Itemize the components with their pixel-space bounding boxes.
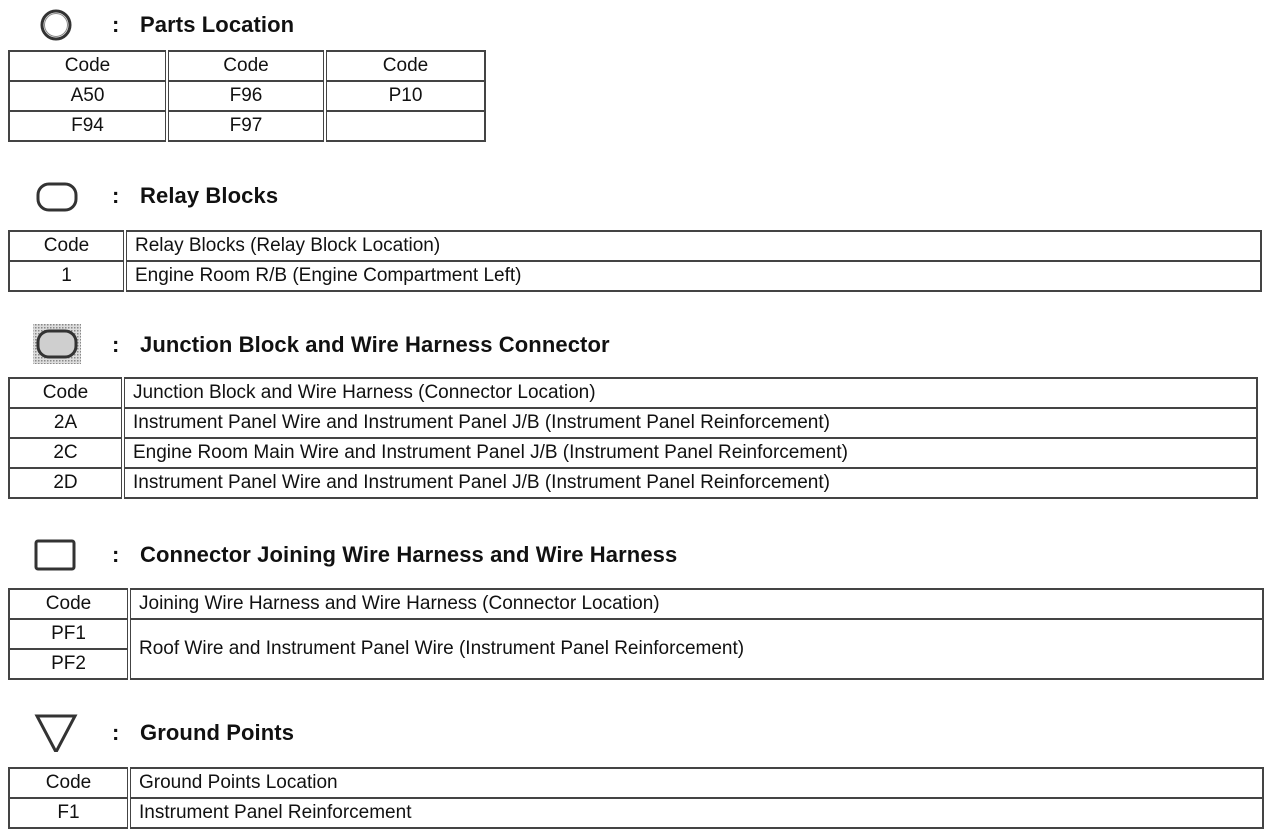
section-title: Junction Block and Wire Harness Connector	[140, 332, 610, 357]
code-cell: F97	[167, 111, 325, 141]
table-header-row	[9, 231, 1261, 261]
separator: :	[112, 183, 120, 208]
connector-joining-table	[8, 588, 1264, 680]
description-cell: Engine Room R/B (Engine Compartment Left)	[125, 261, 1261, 291]
table-row	[9, 798, 1263, 828]
code-cell: A50	[9, 81, 167, 111]
table-header-row	[9, 378, 1257, 408]
junction-block-table	[8, 377, 1258, 499]
section-title: Parts Location	[140, 12, 295, 37]
header-cell: Code	[9, 231, 125, 261]
code-cell: F94	[9, 111, 167, 141]
junction-block-heading	[0, 324, 1280, 364]
header-cell: Code	[167, 51, 325, 81]
table-header-row	[9, 768, 1263, 798]
header-cell: Ground Points Location	[129, 768, 1263, 798]
parts-location-table	[8, 50, 486, 142]
code-cell: PF2	[9, 649, 129, 679]
code-cell: F96	[167, 81, 325, 111]
separator: :	[112, 720, 120, 745]
code-cell: 2A	[9, 408, 123, 438]
code-cell: F1	[9, 798, 129, 828]
table-header-row	[9, 51, 485, 81]
code-cell: PF1	[9, 619, 129, 649]
header-cell: Code	[9, 378, 123, 408]
relay-blocks-table	[8, 230, 1262, 292]
description-cell: Instrument Panel Wire and Instrument Panel J/B (Instrument Panel Reinforcement)	[123, 408, 1257, 438]
circle-icon	[32, 6, 82, 46]
ground-points-heading	[0, 712, 1280, 752]
rounded-rectangle-icon	[32, 177, 82, 217]
table-row	[9, 619, 1263, 649]
header-cell: Relay Blocks (Relay Block Location)	[125, 231, 1261, 261]
code-cell: 2C	[9, 438, 123, 468]
section-title: Connector Joining Wire Harness and Wire Harness	[140, 542, 678, 567]
description-cell: Instrument Panel Reinforcement	[129, 798, 1263, 828]
header-cell: Code	[9, 51, 167, 81]
header-cell: Code	[9, 589, 129, 619]
section-title: Ground Points	[140, 720, 295, 745]
section-title: Relay Blocks	[140, 183, 279, 208]
table-row	[9, 468, 1257, 498]
inverted-triangle-icon	[32, 712, 82, 752]
table-row	[9, 438, 1257, 468]
shaded-rounded-rectangle-icon	[32, 324, 82, 364]
header-cell: Joining Wire Harness and Wire Harness (Connector Location)	[129, 589, 1263, 619]
separator: :	[112, 332, 120, 357]
table-row	[9, 81, 485, 111]
table-row	[9, 261, 1261, 291]
header-cell: Code	[9, 768, 129, 798]
connector-joining-heading	[0, 535, 1280, 575]
header-cell: Junction Block and Wire Harness (Connector Location)	[123, 378, 1257, 408]
description-cell: Instrument Panel Wire and Instrument Panel J/B (Instrument Panel Reinforcement)	[123, 468, 1257, 498]
rectangle-icon	[32, 535, 82, 575]
code-cell: P10	[325, 81, 485, 111]
code-cell: 1	[9, 261, 125, 291]
description-cell: Engine Room Main Wire and Instrument Panel J/B (Instrument Panel Reinforcement)	[123, 438, 1257, 468]
separator: :	[112, 12, 120, 37]
ground-points-table	[8, 767, 1264, 829]
parts-location-heading	[0, 6, 1280, 46]
header-cell: Code	[325, 51, 485, 81]
table-header-row	[9, 589, 1263, 619]
table-row	[9, 408, 1257, 438]
code-cell	[325, 111, 485, 141]
relay-blocks-heading	[0, 177, 1280, 217]
separator: :	[112, 542, 120, 567]
table-row	[9, 111, 485, 141]
description-cell: Roof Wire and Instrument Panel Wire (Instrument Panel Reinforcement)	[129, 619, 1263, 679]
code-cell: 2D	[9, 468, 123, 498]
